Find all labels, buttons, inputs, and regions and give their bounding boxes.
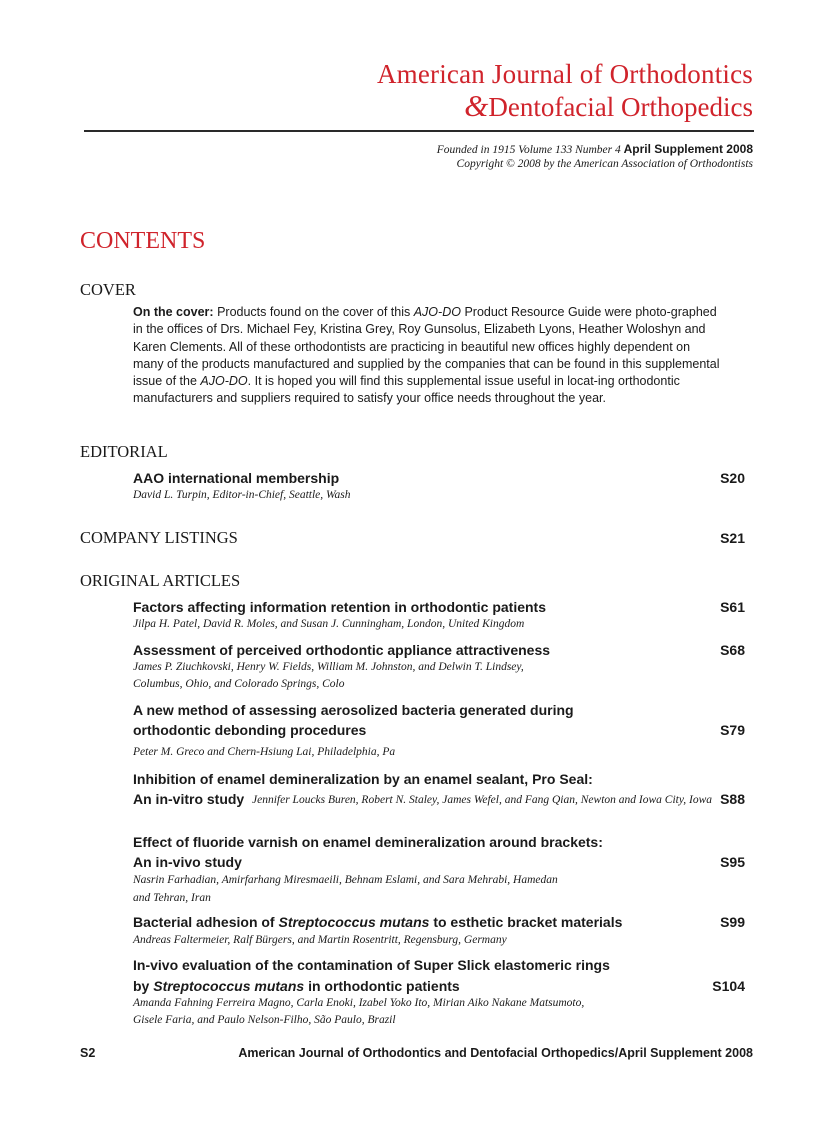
masthead-line-1: American Journal of Orthodontics (376, 59, 753, 89)
article-page[interactable]: S68 (720, 642, 745, 658)
article-authors: James P. Ziuchkovski, Henry W. Fields, William M. Johnston, and Delwin T. Lindsey, (133, 661, 524, 673)
article-title[interactable]: Inhibition of enamel demineralization by an enamel sealant, Pro Seal: (133, 771, 593, 787)
article-title[interactable]: Assessment of perceived orthodontic appliance attractiveness (133, 642, 551, 658)
publication-info (0, 142, 753, 156)
article-title[interactable]: Effect of fluoride varnish on enamel demineralization around brackets: (133, 834, 603, 850)
article-title-pre[interactable]: Bacterial adhesion of (133, 914, 275, 930)
section-heading-company-listings[interactable]: COMPANY LISTINGS (80, 528, 238, 547)
cover-text-1: Products found on the cover of this (217, 305, 411, 319)
article-title-cont[interactable]: orthodontic debonding procedures (133, 722, 367, 738)
issue-label: April Supplement 2008 (623, 142, 753, 156)
footer-page-number: S2 (80, 1046, 96, 1060)
article-title[interactable] (133, 912, 622, 932)
article-authors: Peter M. Greco and Chern-Hsiung Lai, Philadelphia, Pa (133, 746, 396, 758)
cover-text-2: Product Resource Guide were photo-graphed in the offices of Drs. Michael Fey, Kristina Grey, Roy Gunsolus, Elizabeth Lyons, Heather Woloshyn and Karen Clements. All of these orthodontists are practicing in beautiful new offices highly dependent on many of the products manufactured and supplied by the companies that can be found in this supplemental issue of the (133, 305, 720, 389)
section-heading-cover: COVER (80, 280, 136, 299)
contents-title: CONTENTS (80, 228, 206, 254)
editorial-authors: David L. Turpin, Editor-in-Chief, Seattle, Wash (133, 489, 351, 501)
header-rule (84, 130, 754, 132)
article-page[interactable]: S95 (720, 854, 745, 870)
cover-text-3: . It is hoped you will find this supplemental issue useful in locat-ing orthodontic manufacturers and suppliers required to satisfy your office needs throughout the year. (133, 374, 680, 406)
editorial-title[interactable]: AAO international membership (133, 470, 340, 486)
masthead-ampersand: & (464, 88, 489, 123)
article-authors: Andreas Faltermeier, Ralf Bürgers, and Martin Rosentritt, Regensburg, Germany (133, 934, 507, 946)
cover-label: On the cover: (133, 305, 214, 319)
article-page[interactable]: S61 (720, 599, 745, 615)
masthead-line-2 (0, 88, 753, 123)
article-title-text[interactable]: An in-vitro study (133, 791, 245, 807)
footer-journal-line: American Journal of Orthodontics and Dentofacial Orthopedics/April Supplement 2008 (238, 1046, 753, 1060)
section-heading-original-articles: ORIGINAL ARTICLES (80, 571, 241, 590)
section-heading-editorial: EDITORIAL (80, 442, 168, 461)
article-title-cont[interactable]: An in-vivo study (133, 854, 242, 870)
article-authors: Jilpa H. Patel, David R. Moles, and Susan J. Cunningham, London, United Kingdom (133, 618, 525, 630)
article-title-species[interactable]: Streptococcus mutans (153, 978, 305, 994)
article-page[interactable]: S104 (712, 978, 745, 994)
article-authors: Nasrin Farhadian, Amirfarhang Miresmaeili, Behnam Eslami, and Sara Mehrabi, Hamedan (133, 874, 558, 886)
article-title-pre[interactable]: by (133, 978, 150, 994)
article-title-cont[interactable] (133, 789, 244, 809)
journal-masthead (0, 58, 753, 122)
article-title-post[interactable]: in orthodontic patients (308, 978, 460, 994)
cover-journal-abbr: AJO-DO (413, 305, 461, 319)
article-title[interactable]: Factors affecting information retention in orthodontic patients (133, 599, 547, 615)
article-title[interactable]: In-vivo evaluation of the contamination of Super Slick elastomeric rings (133, 957, 610, 973)
editorial-page[interactable]: S20 (720, 470, 745, 486)
company-listings-page[interactable]: S21 (720, 530, 745, 546)
article-title-species[interactable]: Streptococcus mutans (278, 914, 430, 930)
cover-description (133, 304, 723, 408)
article-page[interactable]: S99 (720, 914, 745, 930)
founded-volume-number: Founded in 1915 Volume 133 Number 4 (436, 144, 621, 156)
cover-journal-abbr-2: AJO-DO (200, 374, 248, 389)
article-title[interactable]: A new method of assessing aerosolized bacteria generated during (133, 702, 574, 718)
article-title-post[interactable]: to esthetic bracket materials (433, 914, 623, 930)
article-authors: Jennifer Loucks Buren, Robert N. Staley, James Wefel, and Fang Qian, Newton and Iowa City, Iowa (252, 794, 713, 806)
article-title-cont[interactable] (133, 976, 460, 996)
article-authors: and Tehran, Iran (133, 892, 211, 904)
copyright-line: Copyright © 2008 by the American Association of Orthodontists (456, 158, 753, 170)
article-authors: Gisele Faria, and Paulo Nelson-Filho, São Paulo, Brazil (133, 1014, 396, 1026)
article-authors: Columbus, Ohio, and Colorado Springs, Colo (133, 678, 345, 690)
article-authors: Amanda Fahning Ferreira Magno, Carla Enoki, Izabel Yoko Ito, Mirian Aiko Nakane Matsumoto, (133, 997, 585, 1009)
masthead-line-2-text: Dentofacial Orthopedics (488, 92, 753, 122)
article-page[interactable]: S79 (720, 722, 745, 738)
article-page[interactable]: S88 (720, 791, 745, 807)
